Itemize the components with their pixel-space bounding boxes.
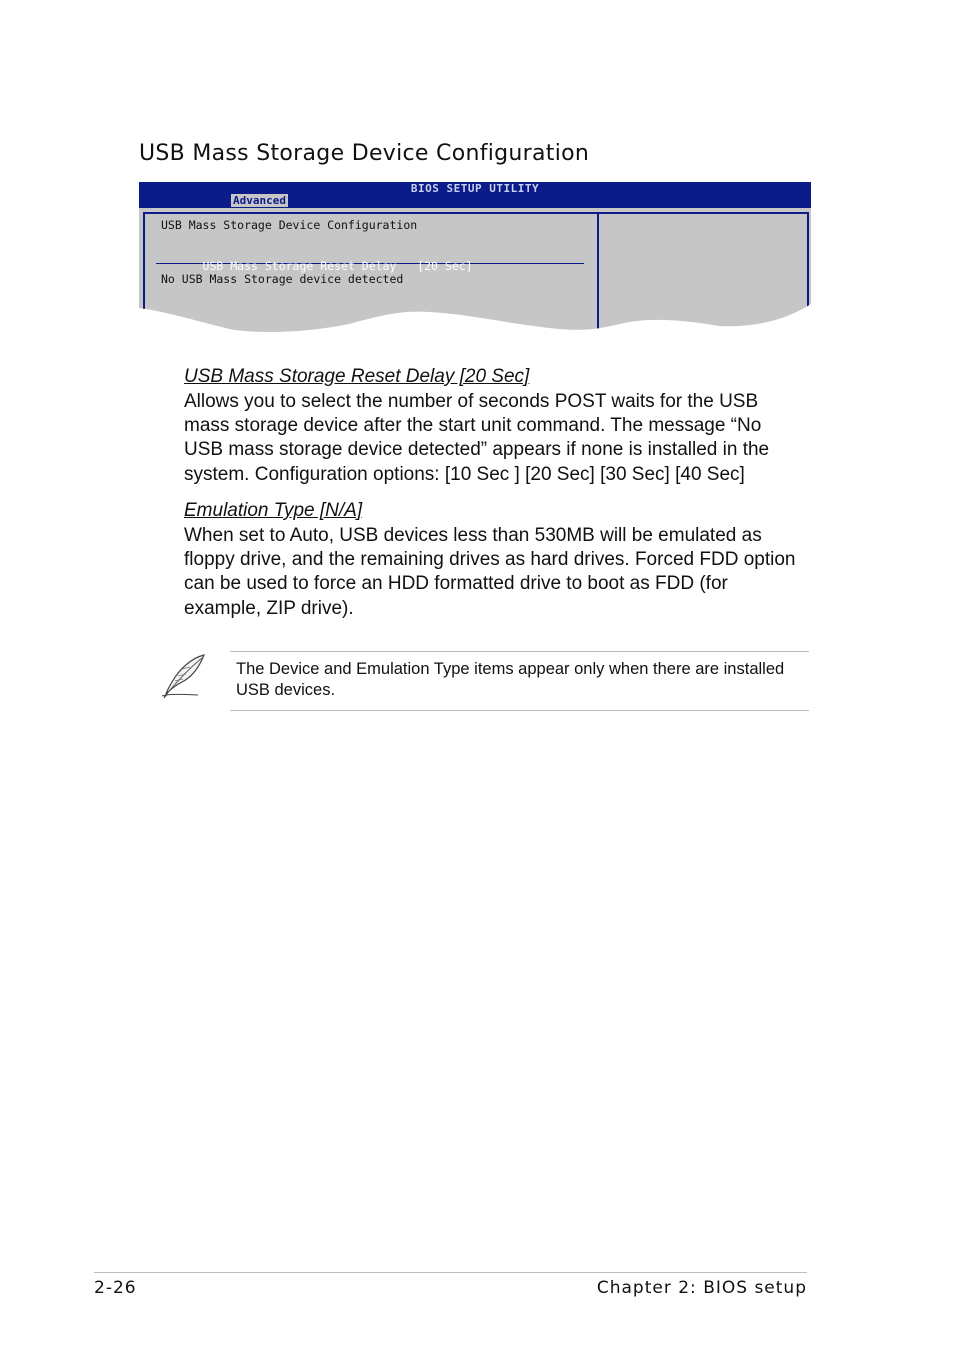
bios-heading: USB Mass Storage Device Configuration	[161, 218, 418, 232]
bios-title: BIOS SETUP UTILITY	[410, 182, 540, 195]
item-title-emulation-type: Emulation Type [N/A]	[184, 500, 363, 521]
bios-item-value: [20 Sec]	[417, 259, 473, 273]
note-top-rule	[230, 651, 809, 652]
bios-status-line: No USB Mass Storage device detected	[161, 272, 404, 286]
chapter-label: Chapter 2: BIOS setup	[596, 1278, 807, 1298]
note-text: The Device and Emulation Type items appear only when there are installed USB devices.	[236, 660, 785, 699]
bios-tab-advanced[interactable]: Advanced	[233, 194, 286, 207]
bios-header-bar	[139, 182, 811, 208]
item-description-emulation-type: When set to Auto, USB devices less than 530MB will be emulated as floppy drive, and the remaining drives as hard drives. Forced FDD option can be used to force an HDD formatted drive to boot as FDD (for example, ZIP drive).	[184, 525, 796, 619]
page-number: 2-26	[94, 1278, 137, 1298]
bios-item-label: USB Mass Storage Reset Delay	[202, 259, 397, 273]
item-description-reset-delay: Allows you to select the number of seconds POST waits for the USB mass storage device after the start unit command. The message “No USB mass storage device detected” appears if none is installed in the system. Configuration options: [10 Sec ] [20 Sec] [30 Sec] [40 Sec]	[184, 391, 770, 485]
section-title: USB Mass Storage Device Configuration	[139, 141, 590, 166]
footer-rule	[94, 1272, 807, 1273]
bios-screenshot	[139, 182, 811, 334]
feather-pen-icon	[158, 652, 210, 700]
note-bottom-rule	[230, 710, 809, 711]
item-title-reset-delay: USB Mass Storage Reset Delay [20 Sec]	[184, 366, 530, 387]
torn-edge	[139, 282, 811, 334]
